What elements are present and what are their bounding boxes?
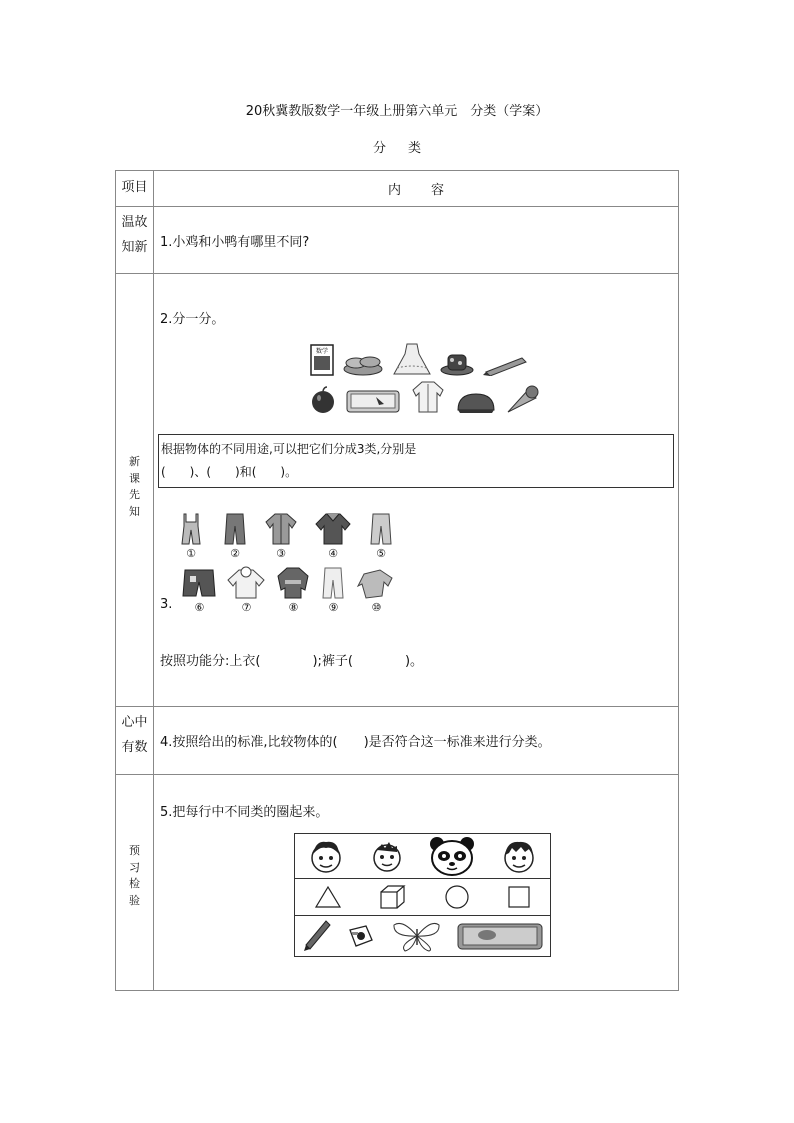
question-2: 2.分一分。 (160, 312, 225, 327)
clothing-item (182, 568, 216, 614)
question-4: 4.按照给出的标准,比较物体的( )是否符合这一标准来进行分类。 (160, 735, 551, 750)
table-row (116, 274, 679, 707)
q3-clothes-row-1 (176, 512, 394, 560)
pants-icon (320, 566, 346, 600)
item-number: ⑧ (288, 601, 299, 614)
row-content-cell (154, 707, 679, 775)
clothing-item (356, 568, 396, 614)
clothing-item (314, 512, 352, 560)
header-item-label: 项目 (121, 180, 148, 196)
cube-icon (379, 884, 407, 910)
q2-picture-row-2 (310, 380, 540, 414)
item-number: ⑩ (371, 601, 382, 614)
header-item-cell (116, 171, 154, 207)
row-label-line: 课 (129, 471, 140, 485)
hoodie-icon (226, 566, 266, 600)
boy-face-icon (370, 838, 404, 874)
row-content-cell (154, 274, 679, 707)
row-label-cell (116, 274, 154, 707)
row-label-line: 先 (129, 488, 140, 501)
q3-clothes-row-2 (160, 566, 396, 614)
row-label-cell (116, 775, 154, 991)
pencil-case-icon (346, 388, 400, 414)
item-number: ① (186, 547, 196, 560)
sweater-icon (276, 566, 310, 600)
apple-icon (310, 386, 336, 414)
hat-icon (440, 350, 474, 376)
grid-row (295, 834, 551, 879)
svg-text:数学: 数学 (315, 348, 329, 355)
q2-picture-row-1 (310, 342, 530, 376)
row-label-line: 知新 (121, 239, 148, 255)
item-number: ⑤ (376, 547, 386, 560)
book-icon (310, 344, 334, 376)
item-number: ⑦ (241, 601, 252, 614)
butterfly-icon (391, 919, 443, 953)
item-number: ④ (328, 547, 338, 560)
row-label-line: 有数 (121, 739, 148, 755)
row-content-cell (154, 775, 679, 991)
clothing-item (176, 512, 206, 560)
trousers-icon (222, 512, 248, 546)
overalls-icon (176, 512, 206, 546)
table-row (116, 775, 679, 991)
table-row (116, 207, 679, 274)
item-number: ③ (276, 547, 286, 560)
pencil-icon (302, 919, 332, 953)
pencil-case-icon (457, 921, 543, 951)
row-label-line: 新 (129, 455, 140, 468)
jeans-icon (368, 512, 394, 546)
shorts-icon (182, 568, 216, 600)
row-content-cell (154, 207, 679, 274)
row-label-cell (116, 707, 154, 775)
clothing-item (320, 566, 346, 614)
row-label-line: 检 (129, 877, 140, 890)
boy-face-icon (308, 838, 344, 874)
row-label-line: 心中 (121, 715, 148, 730)
row-label-cell (116, 207, 154, 274)
q2-box-line-1: 根据物体的不同用途,可以把它们分成3类,分别是 (161, 442, 417, 456)
section-title: 分类 (372, 141, 443, 156)
row-label-line: 预 (129, 844, 140, 857)
row-label-line: 知 (129, 504, 140, 518)
coat-icon (314, 512, 352, 546)
q2-answer-box (158, 434, 674, 488)
study-table (115, 170, 679, 991)
pencil-icon (482, 354, 530, 376)
circle-icon (444, 884, 470, 910)
question-3-text: 按照功能分:上衣( );裤子( )。 (160, 654, 424, 669)
shirt-icon (264, 512, 298, 546)
grid-row (295, 879, 551, 916)
cone-icon (506, 384, 540, 414)
clothing-item (276, 566, 310, 614)
table-row (116, 707, 679, 775)
grid-row (295, 916, 551, 957)
clothing-item (264, 512, 298, 560)
item-number: ② (230, 547, 240, 560)
row-label-line: 温故 (121, 215, 148, 230)
document-title: 20秋冀教版数学一年级上册第六单元 分类（学案） (245, 104, 549, 119)
triangle-icon (314, 885, 342, 909)
cookies-icon (342, 352, 384, 376)
question-3: 3. (160, 597, 173, 612)
panda-icon (429, 836, 475, 876)
item-number: ⑨ (328, 601, 339, 614)
jacket-icon (356, 568, 396, 600)
table-header-row (116, 171, 679, 207)
sharpener-icon (346, 922, 376, 950)
row-label-line: 验 (129, 893, 140, 907)
clothing-item (226, 566, 266, 614)
q2-box-line-2: ( )、( )和( )。 (161, 464, 298, 479)
bread-icon (456, 390, 496, 414)
jacket-icon (410, 380, 446, 414)
clothing-item (222, 512, 248, 560)
clothing-item (368, 512, 394, 560)
row-label-line: 习 (129, 860, 140, 874)
question-1: 1.小鸡和小鸭有哪里不同? (160, 234, 310, 250)
question-5: 5.把每行中不同类的圈起来。 (160, 805, 329, 820)
classification-grid (294, 833, 551, 957)
boy-face-icon (501, 838, 537, 874)
dress-icon (392, 342, 432, 376)
item-number: ⑥ (194, 601, 205, 614)
header-content-label: 内容 (154, 171, 679, 207)
square-icon (507, 885, 531, 909)
